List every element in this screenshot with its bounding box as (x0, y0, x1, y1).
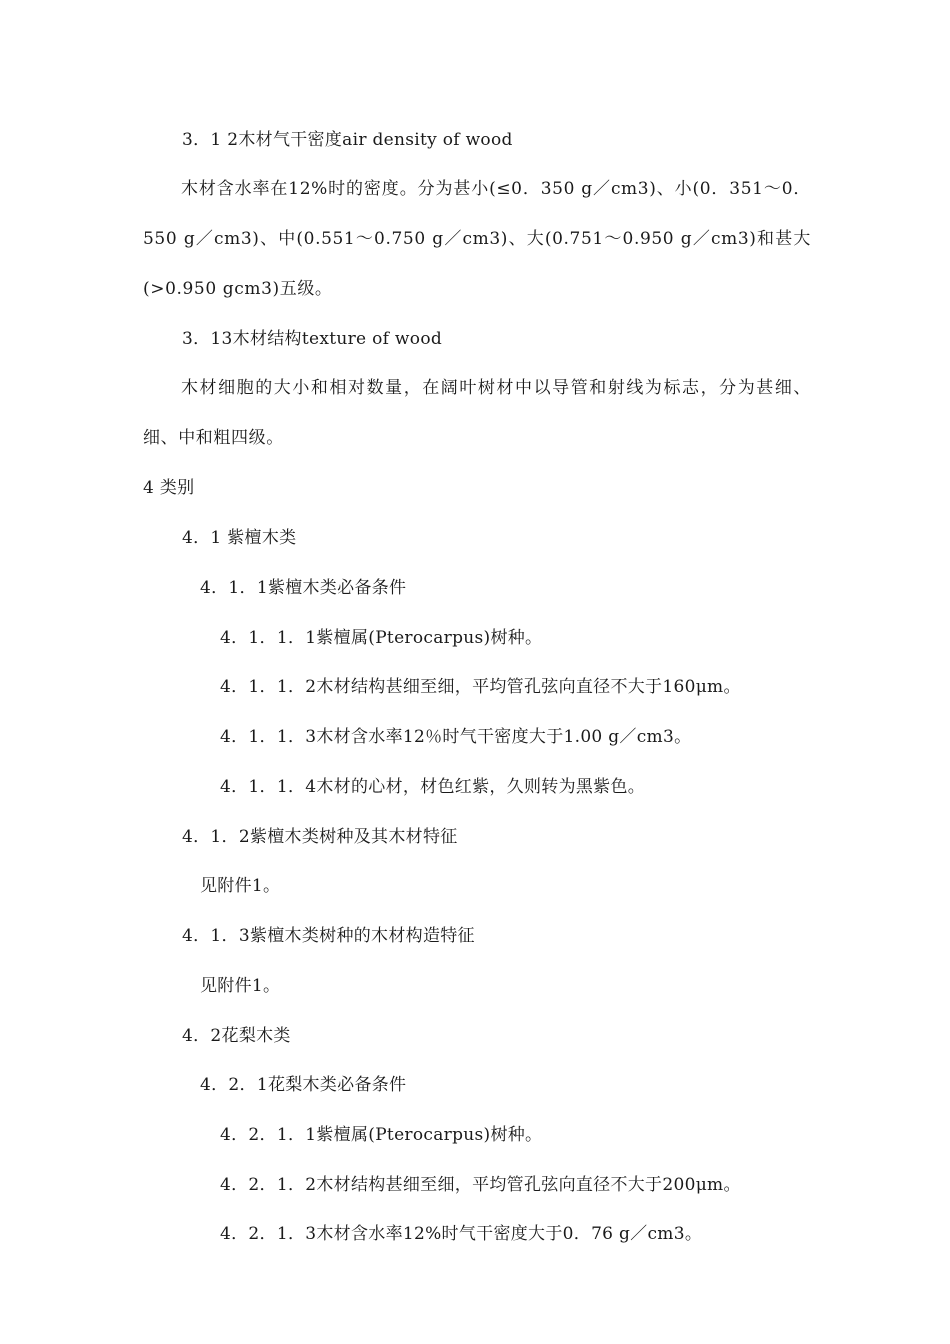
section-heading-3-13: 3．13木材结构texture of wood (182, 329, 443, 349)
subsection-heading-4-1-2: 4．1．2紫檀木类树种及其木材特征 (182, 827, 458, 847)
reference-appendix-1: 见附件1。 (200, 876, 281, 896)
subsection-heading-4-2: 4．2花梨木类 (182, 1026, 291, 1046)
subsection-heading-4-1-1: 4．1．1紫檀木类必备条件 (200, 578, 407, 598)
reference-appendix-1-second: 见附件1。 (200, 976, 281, 996)
paragraph-air-density: 木材含水率在12%时的密度。分为甚小(≤0．350 g／cm3)、小(0．351～0．550 g／cm3)、中(0.551～0.750 g／cm3)、大(0.751～0.950 g／cm3)和甚大(>0.950 gcm3)五级。 (143, 179, 811, 299)
list-item-4-1-1-1: 4．1．1．1紫檀属(Pterocarpus)树种。 (220, 628, 543, 648)
section-heading-4: 4 类别 (143, 478, 195, 498)
subsection-heading-4-1-3: 4．1．3紫檀木类树种的木材构造特征 (182, 926, 475, 946)
list-item-4-1-1-3: 4．1．1．3木材含水率12％时气干密度大于1.00 g／cm3。 (220, 727, 692, 747)
list-item-4-2-1-1: 4．2．1．1紫檀属(Pterocarpus)树种。 (220, 1125, 543, 1145)
list-item-4-1-1-2: 4．1．1．2木材结构甚细至细，平均管孔弦向直径不大于160μm。 (220, 677, 741, 697)
subsection-heading-4-1: 4．1 紫檀木类 (182, 528, 297, 548)
paragraph-texture: 木材细胞的大小和相对数量，在阔叶树材中以导管和射线为标志，分为甚细、细、中和粗四级。 (143, 378, 811, 448)
subsection-heading-4-2-1: 4．2．1花梨木类必备条件 (200, 1075, 407, 1095)
list-item-4-1-1-4: 4．1．1．4木材的心材，材色红紫，久则转为黑紫色。 (220, 777, 646, 797)
list-item-4-2-1-3: 4．2．1．3木材含水率12%时气干密度大于0．76 g／cm3。 (220, 1224, 703, 1244)
section-heading-3-12: 3．1 2木材气干密度air density of wood (182, 130, 513, 150)
list-item-4-2-1-2: 4．2．1．2木材结构甚细至细，平均管孔弦向直径不大于200μm。 (220, 1175, 741, 1195)
